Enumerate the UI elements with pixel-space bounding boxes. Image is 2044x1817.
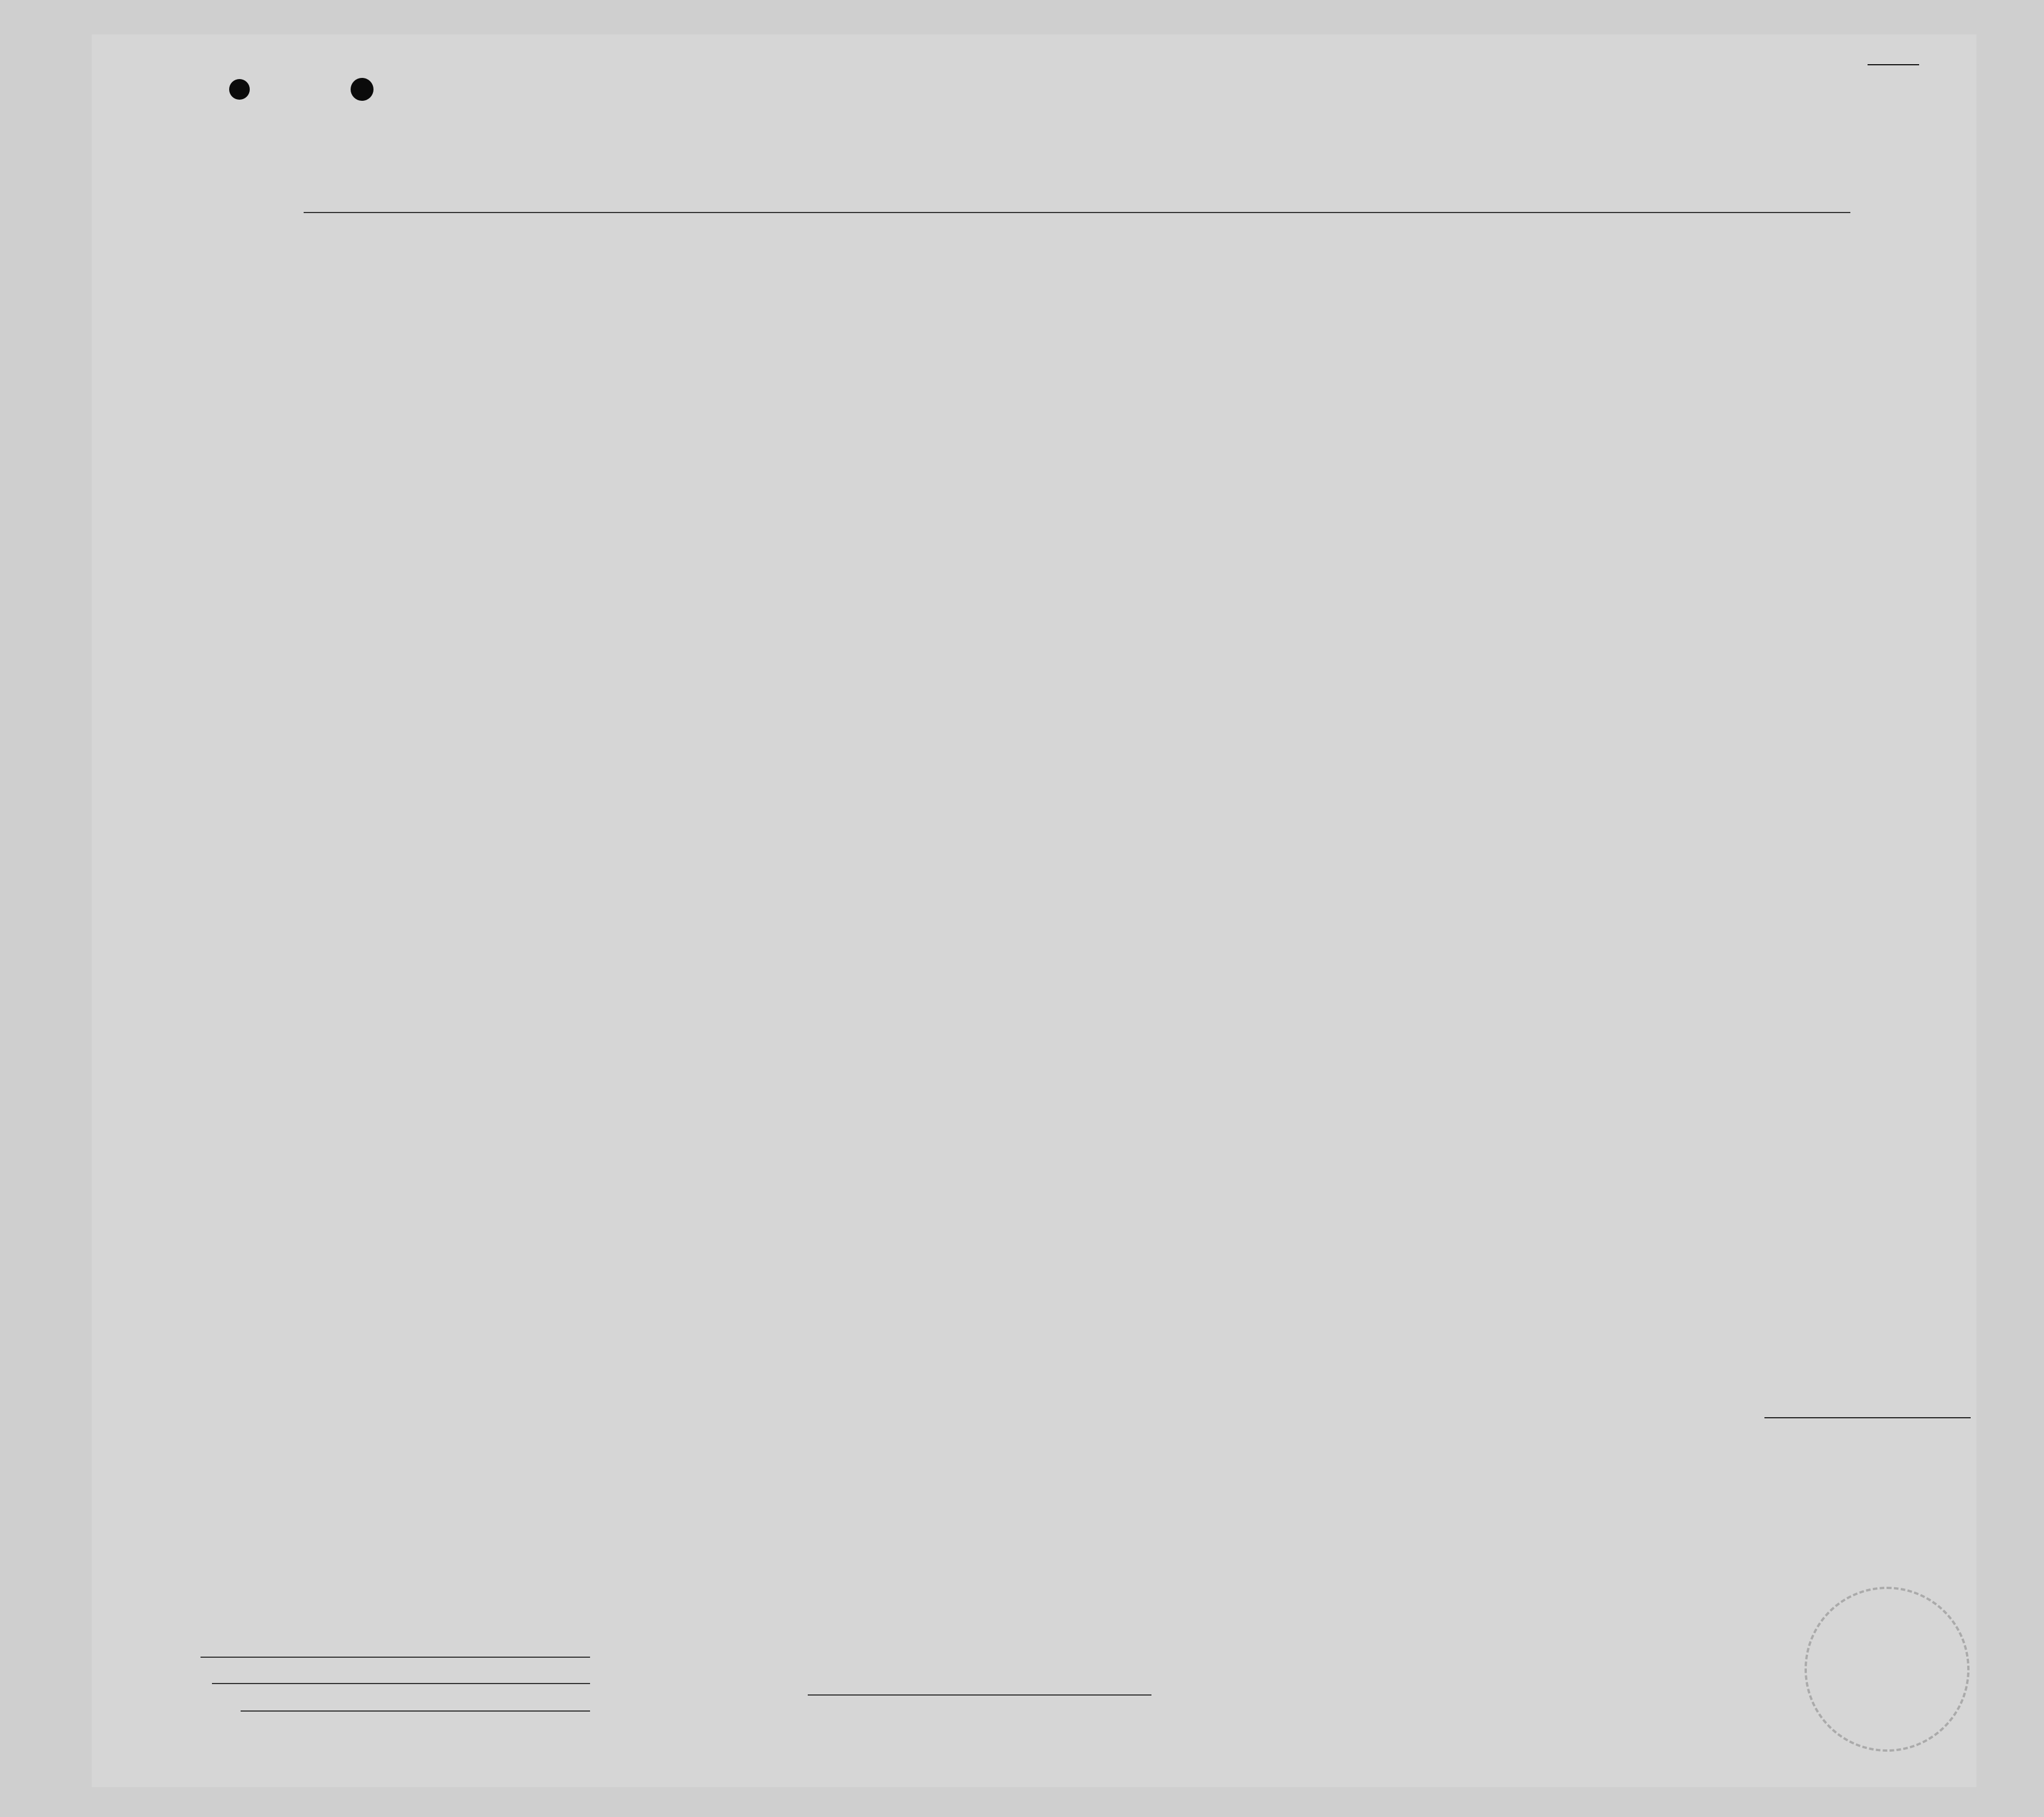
punch-hole (229, 79, 250, 100)
punch-hole (351, 78, 374, 101)
official-seal (1805, 1587, 1970, 1752)
paper (92, 34, 1976, 1787)
